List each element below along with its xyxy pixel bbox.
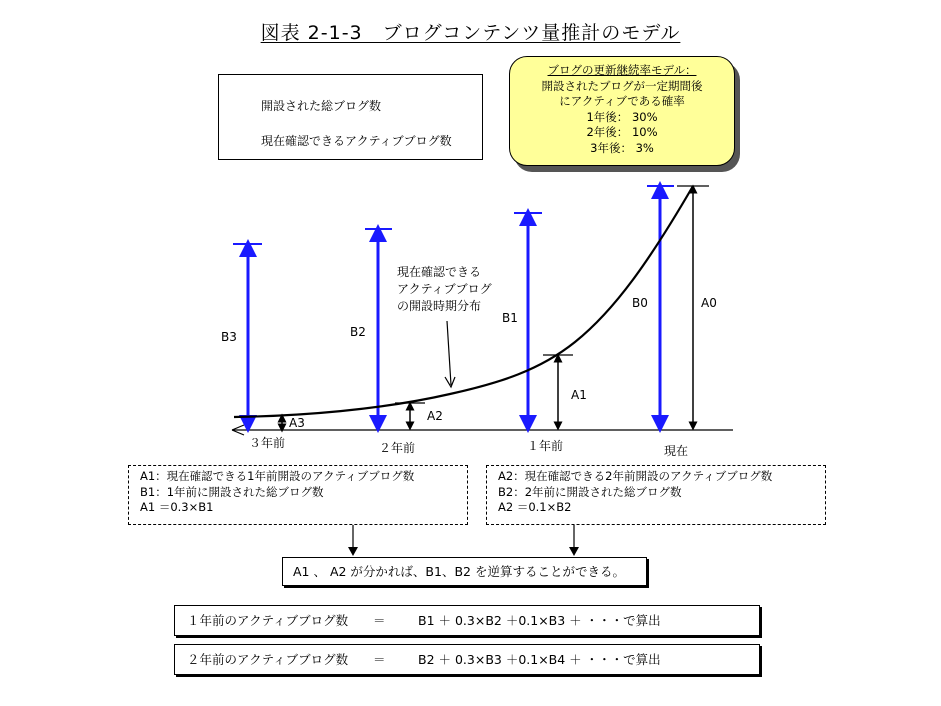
curve-annotation: 現在確認できる アクティブブログ の開設時期分布 bbox=[397, 265, 492, 313]
axis-label-1y: １年前 bbox=[527, 439, 564, 453]
axis-label-now: 現在 bbox=[664, 444, 689, 458]
definition-box-a1: A1：現在確認できる1年前開設のアクティブブログ数 B1：1年前に開設された総ブログ数 A1 ＝0.3×B1 bbox=[128, 465, 468, 525]
label-a1: A1 bbox=[571, 388, 587, 402]
label-a3: A3 bbox=[289, 416, 305, 430]
callout-rate-3: 3年後： 3% bbox=[590, 140, 654, 155]
annotation-pointer-arrow-icon bbox=[447, 321, 451, 385]
bar-b2 bbox=[365, 229, 392, 424]
formula-label-2y: ２年前のアクティブブログ数 bbox=[187, 652, 349, 667]
label-a0: A0 bbox=[701, 296, 717, 310]
formula-eq-1y: ＝ bbox=[373, 613, 386, 628]
retention-model-callout bbox=[509, 56, 735, 166]
label-a2: A2 bbox=[427, 409, 443, 423]
label-b1: B1 bbox=[502, 311, 518, 325]
legend-label-active: 現在確認できるアクティブブログ数 bbox=[261, 134, 452, 148]
callout-line2: にアクティブである確率 bbox=[559, 94, 685, 108]
callout-heading: ブログの更新継続率モデル： bbox=[547, 63, 697, 77]
axis-label-3y: ３年前 bbox=[249, 436, 286, 450]
formula-box-2y bbox=[174, 644, 760, 675]
label-b3: B3 bbox=[221, 330, 237, 344]
legend-box bbox=[218, 74, 483, 160]
bar-b3 bbox=[233, 244, 262, 424]
definition-box-a2: A2：現在確認できる2年前開設のアクティブブログ数 B2：2年前に開設された総ブログ数 A2 ＝0.1×B2 bbox=[486, 465, 826, 525]
label-b2: B2 bbox=[350, 325, 366, 339]
bar-b0 bbox=[647, 186, 674, 424]
axis-label-2y: ２年前 bbox=[379, 441, 416, 455]
formula-label-1y: １年前のアクティブブログ数 bbox=[187, 613, 349, 628]
label-b0: B0 bbox=[632, 296, 648, 310]
formula-expr-2y: B2 ＋ 0.3×B3 ＋0.1×B4 ＋ ・・・で算出 bbox=[418, 652, 661, 667]
callout-rate-2: 2年後： 10% bbox=[586, 125, 658, 139]
bar-a1 bbox=[543, 355, 573, 426]
bar-a2 bbox=[395, 403, 425, 426]
formula-eq-2y: ＝ bbox=[373, 652, 386, 667]
conclusion-box: A1 、 A2 が分かれば、B1、B2 を逆算することができる。 bbox=[282, 557, 647, 586]
formula-expr-1y: B1 ＋ 0.3×B2 ＋0.1×B3 ＋ ・・・で算出 bbox=[418, 613, 661, 628]
page-title: 図表 2-1-3 ブログコンテンツ量推計のモデル bbox=[260, 22, 681, 44]
legend-label-total: 開設された総ブログ数 bbox=[261, 99, 382, 113]
callout-rate-1: 1年後： 30% bbox=[586, 109, 658, 124]
callout-line1: 開設されたブログが一定期間後 bbox=[541, 78, 703, 93]
formula-box-1y bbox=[174, 605, 760, 636]
bar-b1 bbox=[514, 213, 542, 424]
